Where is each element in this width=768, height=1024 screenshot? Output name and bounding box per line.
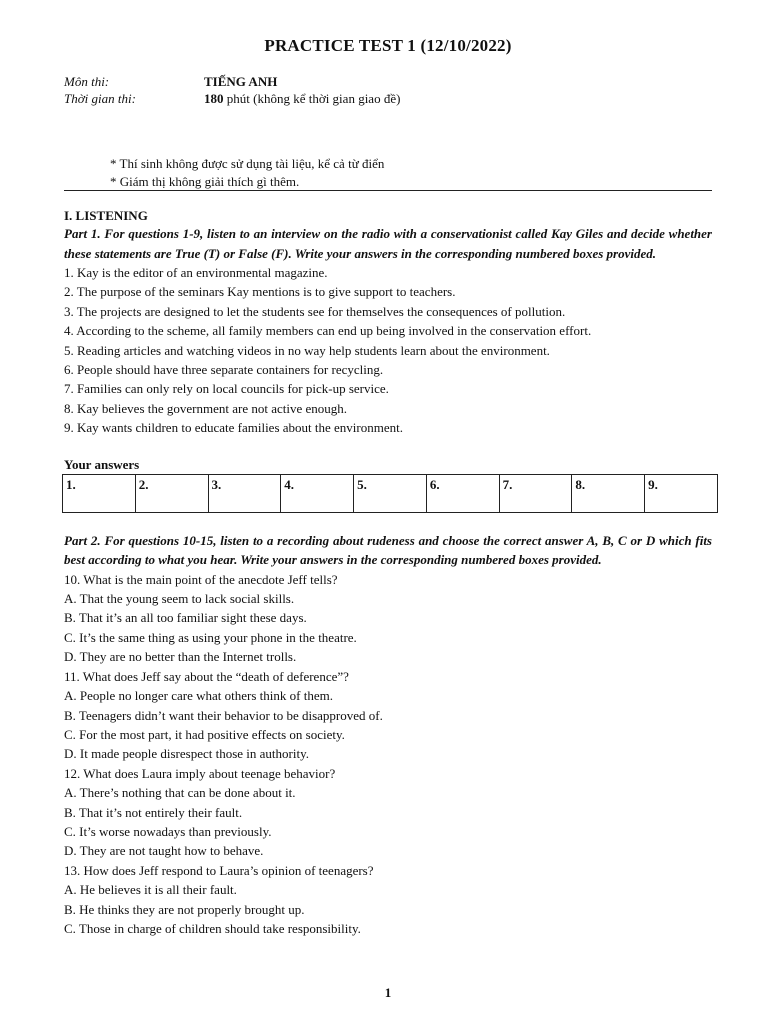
question-item: 11. What does Jeff say about the “death of deference”? [64,668,349,684]
exam-notes [110,155,384,191]
answer-row [63,474,718,512]
time-value: 180 phút (không kể thời gian giao đề) [204,91,401,106]
part2-questions [64,570,712,939]
answer-box[interactable]: 5. [354,474,427,512]
question-item: 10. What is the main point of the anecdote Jeff tells? [64,571,338,587]
answer-table [62,474,718,513]
part1-instruction: Part 1. For questions 1-9, listen to an interview on the radio with a conservationist called Kay Giles and decide whether these statements are True (T) or False (F). Write your answers in the corresponding numbered boxes provided. [64,226,712,261]
statement-item: 3. The projects are designed to let the students see for themselves the consequences of pollution. [64,303,566,319]
answers-label: Your answers [64,456,140,472]
answer-box[interactable]: 1. [63,474,136,512]
exam-meta [64,73,400,107]
time-label: Thời gian thi: [64,91,136,106]
part2-instruction: Part 2. For questions 10-15, listen to a recording about rudeness and choose the correct answer A, B, C or D which fits best according to what you hear. Write your answers in the corresponding numbered boxes provided. [64,532,712,568]
option-item: D. They are no better than the Internet trolls. [64,649,297,665]
statement-item: 5. Reading articles and watching videos in no way help students learn about the environment. [64,342,550,358]
statement-item: 8. Kay believes the government are not active enough. [64,400,348,416]
option-item: B. That it’s an all too familiar sight these days. [64,610,307,626]
part1-items [64,263,712,438]
page-title: PRACTICE TEST 1 (12/10/2022) [264,36,512,55]
answer-box[interactable]: 2. [135,474,208,512]
answer-box[interactable]: 8. [572,474,645,512]
option-item: C. It’s the same thing as using your phone in the theatre. [64,629,357,645]
option-item: C. It’s worse nowadays than previously. [64,823,272,839]
answer-box[interactable]: 6. [426,474,499,512]
option-item: D. They are not taught how to behave. [64,843,264,859]
option-item: A. That the young seem to lack social skills. [64,591,295,607]
option-item: B. Teenagers didn’t want their behavior to be disapproved of. [64,707,383,723]
statement-item: 7. Families can only rely on local councils for pick-up service. [64,381,389,397]
statement-item: 4. According to the scheme, all family members can end up being involved in the conservation effort. [64,323,592,339]
divider [64,190,712,191]
subject-row [64,73,400,90]
statement-item: 9. Kay wants children to educate families about the environment. [64,420,403,436]
time-row [64,90,400,107]
section-heading: I. LISTENING [64,208,148,223]
option-item: C. Those in charge of children should take responsibility. [64,920,361,936]
question-item: 13. How does Jeff respond to Laura’s opinion of teenagers? [64,862,374,878]
option-item: B. That it’s not entirely their fault. [64,804,243,820]
note-item: * Thí sinh không được sử dụng tài liệu, kể cả từ điển [110,156,385,171]
page-number: 1 [384,985,392,1000]
note-item: * Giám thị không giải thích gì thêm. [110,174,300,189]
question-item: 12. What does Laura imply about teenage behavior? [64,765,336,781]
option-item: D. It made people disrespect those in authority. [64,746,310,762]
statement-item: 6. People should have three separate containers for recycling. [64,362,384,378]
subject-label: Môn thi: [64,74,110,89]
answer-box[interactable]: 4. [281,474,354,512]
subject-value: TIẾNG ANH [204,74,278,89]
statement-item: 2. The purpose of the seminars Kay mentions is to give support to teachers. [64,284,456,300]
exam-content [64,207,712,938]
option-item: A. There’s nothing that can be done about it. [64,785,296,801]
option-item: B. He thinks they are not properly brought up. [64,901,305,917]
statement-item: 1. Kay is the editor of an environmental magazine. [64,265,328,280]
option-item: C. For the most part, it had positive effects on society. [64,726,345,742]
option-item: A. He believes it is all their fault. [64,882,237,898]
answer-box[interactable]: 9. [645,474,718,512]
answer-box[interactable]: 7. [499,474,572,512]
option-item: A. People no longer care what others think of them. [64,688,333,704]
answer-box[interactable]: 3. [208,474,281,512]
